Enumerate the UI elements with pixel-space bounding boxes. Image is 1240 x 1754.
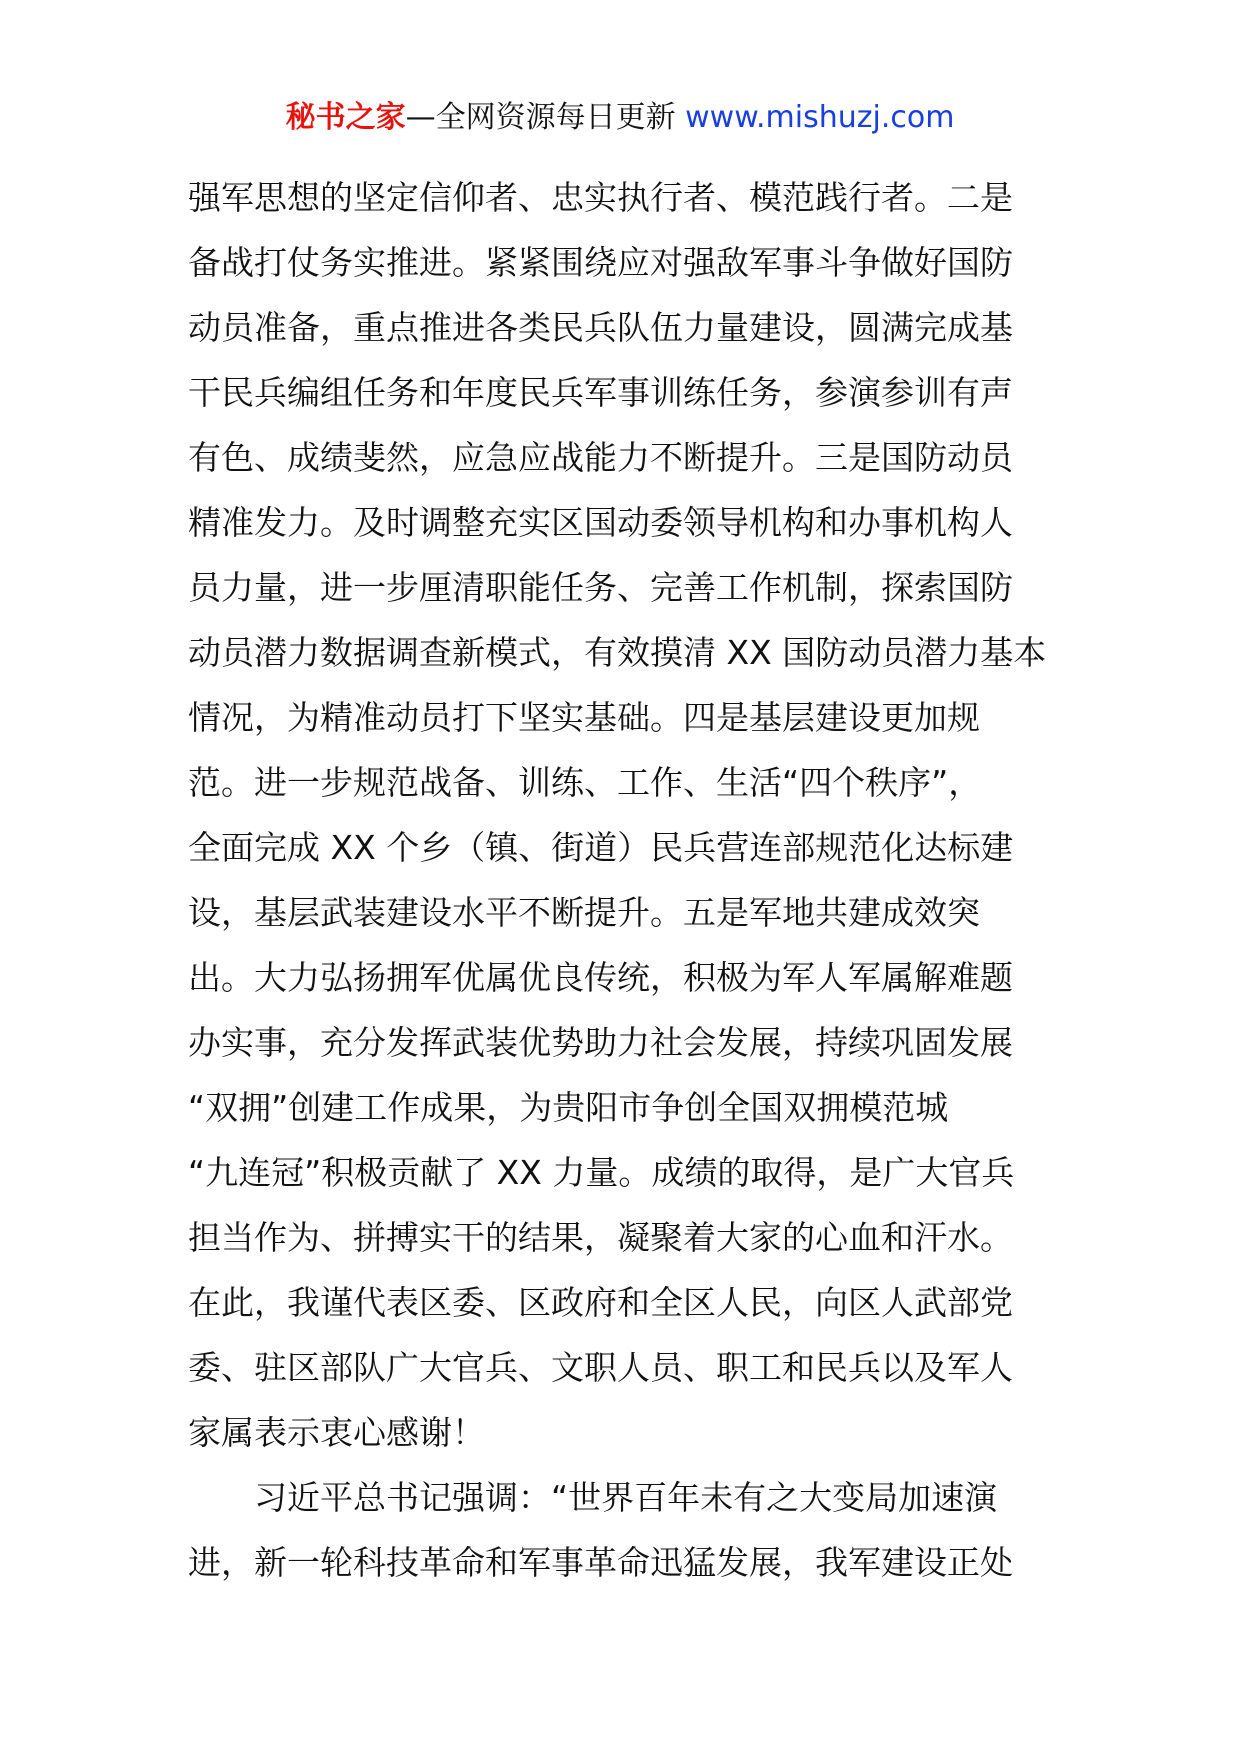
header-url-link[interactable]: www.mishuzj.com — [685, 100, 955, 135]
text-line: 办实事，充分发挥武装优势助力社会发展，持续巩固发展 — [188, 1023, 1013, 1062]
text-line: 出。大力弘扬拥军优属优良传统，积极为军人军属解难题 — [188, 958, 1013, 997]
text-line: 在此，我谨代表区委、区政府和全区人民，向区人武部党 — [188, 1283, 1013, 1322]
document-body — [188, 165, 1068, 1595]
text-line: “双拥”创建工作成果，为贵阳市争创全国双拥模范城 — [188, 1088, 949, 1127]
paragraph-first-line: 习近平总书记强调：“世界百年未有之大变局加速演 — [254, 1478, 998, 1517]
text-line: 有色、成绩斐然，应急应战能力不断提升。三是国防动员 — [188, 438, 1013, 477]
text-line: 干民兵编组任务和年度民兵军事训练任务，参演参训有声 — [188, 373, 1013, 412]
text-line: 员力量，进一步厘清职能任务、完善工作机制，探索国防 — [188, 568, 1013, 607]
text-line: 家属表示衷心感谢！ — [188, 1413, 485, 1452]
text-line: 担当作为、拼搏实干的结果，凝聚着大家的心血和汗水。 — [188, 1218, 1013, 1257]
page-header — [0, 98, 1240, 138]
text-line: 范。进一步规范战备、训练、工作、生活“四个秩序”， — [188, 763, 982, 802]
text-line: 动员准备，重点推进各类民兵队伍力量建设，圆满完成基 — [188, 308, 1013, 347]
text-line: 全面完成 XX 个乡（镇、街道）民兵营连部规范化达标建 — [188, 828, 1014, 867]
header-brand: 秘书之家 — [285, 100, 406, 135]
text-line: 设，基层武装建设水平不断提升。五是军地共建成效突 — [188, 893, 980, 932]
text-line: 情况，为精准动员打下坚实基础。四是基层建设更加规 — [188, 698, 980, 737]
text-line: 备战打仗务实推进。紧紧围绕应对强敌军事斗争做好国防 — [188, 243, 1013, 282]
text-line: “九连冠”积极贡献了 XX 力量。成绩的取得，是广大官兵 — [188, 1153, 1015, 1192]
text-line: 精准发力。及时调整充实区国动委领导机构和办事机构人 — [188, 503, 1013, 542]
text-line: 委、驻区部队广大官兵、文职人员、职工和民兵以及军人 — [188, 1348, 1013, 1387]
text-line: 进，新一轮科技革命和军事革命迅猛发展，我军建设正处 — [188, 1543, 1013, 1582]
header-tagline: —全网资源每日更新 — [405, 100, 676, 135]
text-line: 动员潜力数据调查新模式，有效摸清 XX 国防动员潜力基本 — [188, 633, 1047, 672]
text-line: 强军思想的坚定信仰者、忠实执行者、模范践行者。二是 — [188, 178, 1013, 217]
